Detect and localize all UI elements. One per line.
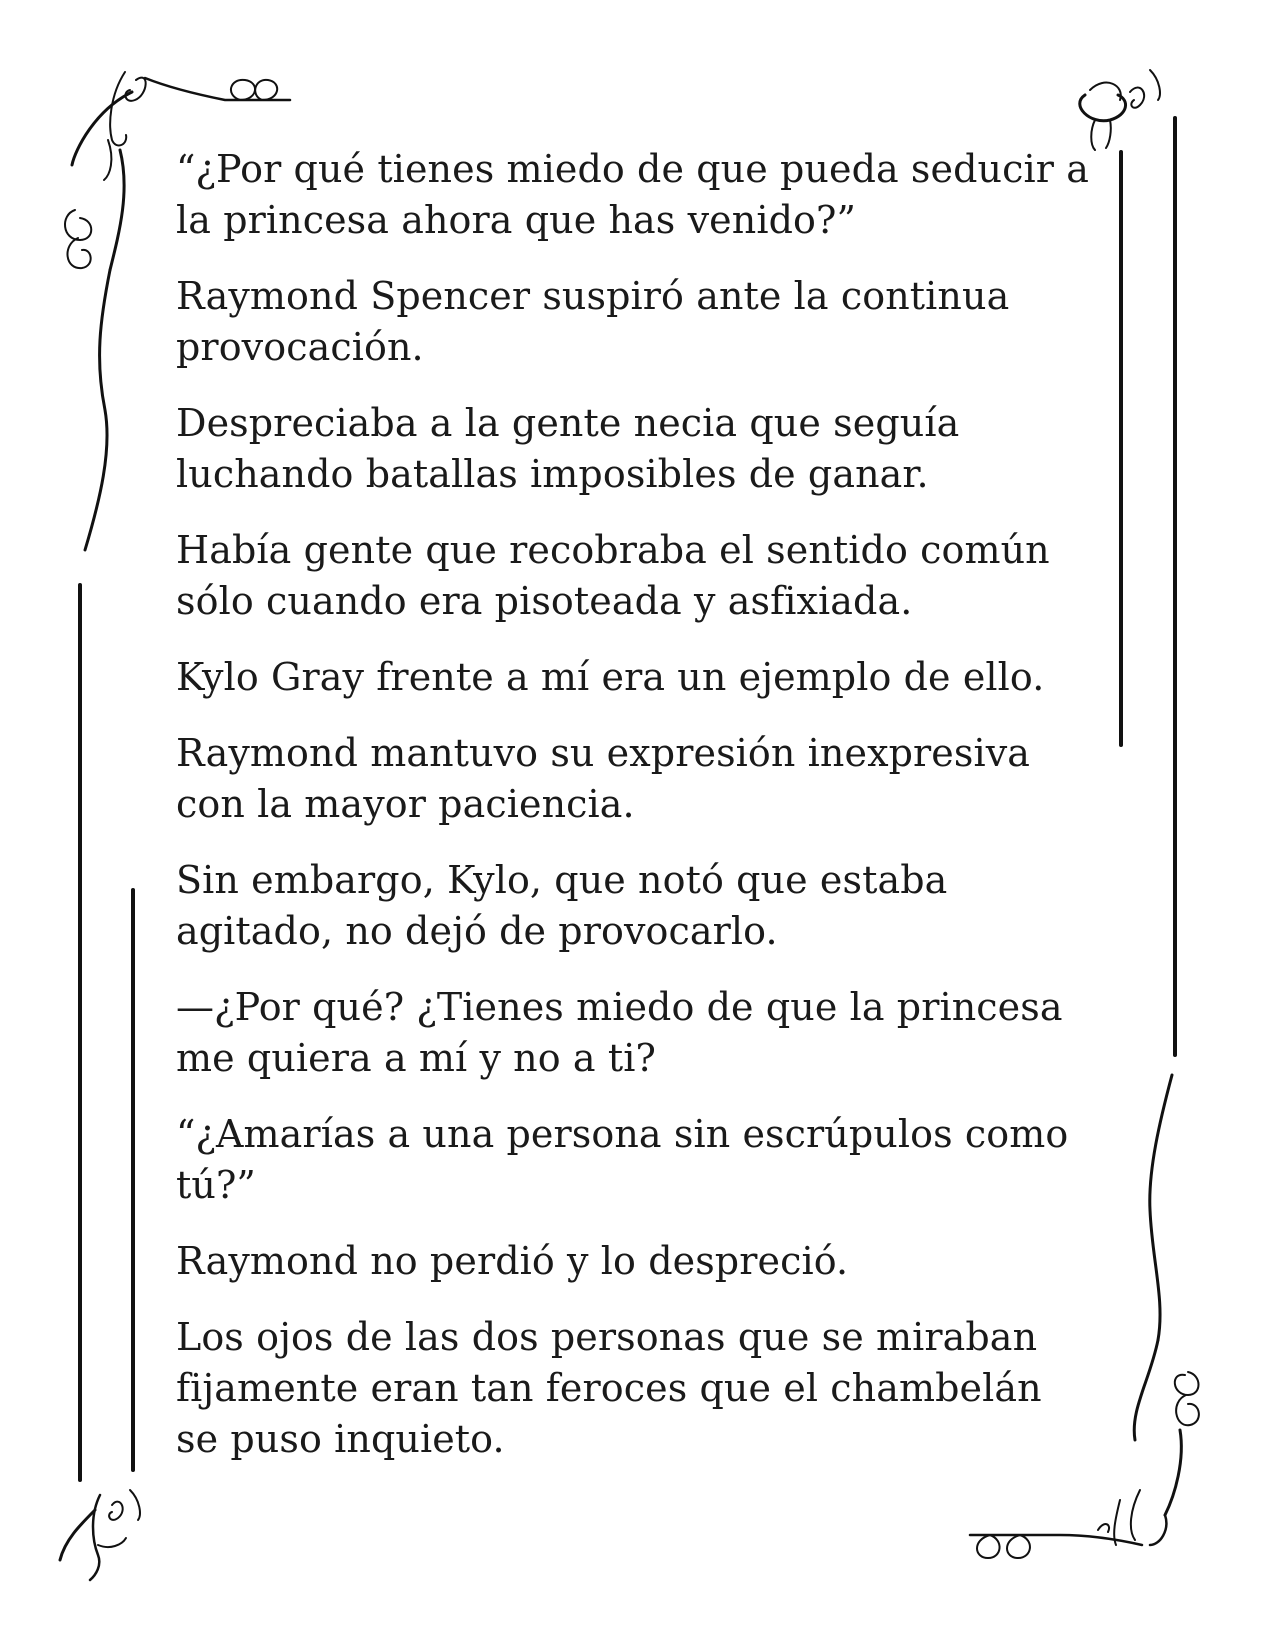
- paragraph-8: —¿Por qué? ¿Tienes miedo de que la princesa me quiera a mí y no a ti?: [176, 985, 1063, 1080]
- top-right-flourish: [1080, 70, 1160, 150]
- paragraph-11: Los ojos de las dos personas que se miraban fijamente eran tan feroces que el chambelán se puso inquieto.: [176, 1315, 1042, 1461]
- bottom-left-flourish: [60, 1490, 140, 1580]
- paragraph-2: Raymond Spencer suspiró ante la continua provocación.: [176, 274, 1010, 369]
- paragraph-6: Raymond mantuvo su expresión inexpresiva con la mayor paciencia.: [176, 731, 1031, 826]
- paragraph-1: “¿Por qué tienes miedo de que pueda seducir a la princesa ahora que has venido?”: [176, 147, 1089, 242]
- paragraph-3: Despreciaba a la gente necia que seguía luchando batallas imposibles de ganar.: [176, 401, 960, 496]
- paragraph-9: “¿Amarías a una persona sin escrúpulos como tú?”: [176, 1112, 1069, 1207]
- paragraph-10: Raymond no perdió y lo despreció.: [176, 1239, 849, 1283]
- paragraph-5: Kylo Gray frente a mí era un ejemplo de ello.: [176, 655, 1045, 699]
- paragraph-7: Sin embargo, Kylo, que notó que estaba agitado, no dejó de provocarlo.: [176, 858, 948, 953]
- document-body: [176, 144, 1096, 1490]
- paragraph-4: Había gente que recobraba el sentido común sólo cuando era pisoteada y asfixiada.: [176, 528, 1050, 623]
